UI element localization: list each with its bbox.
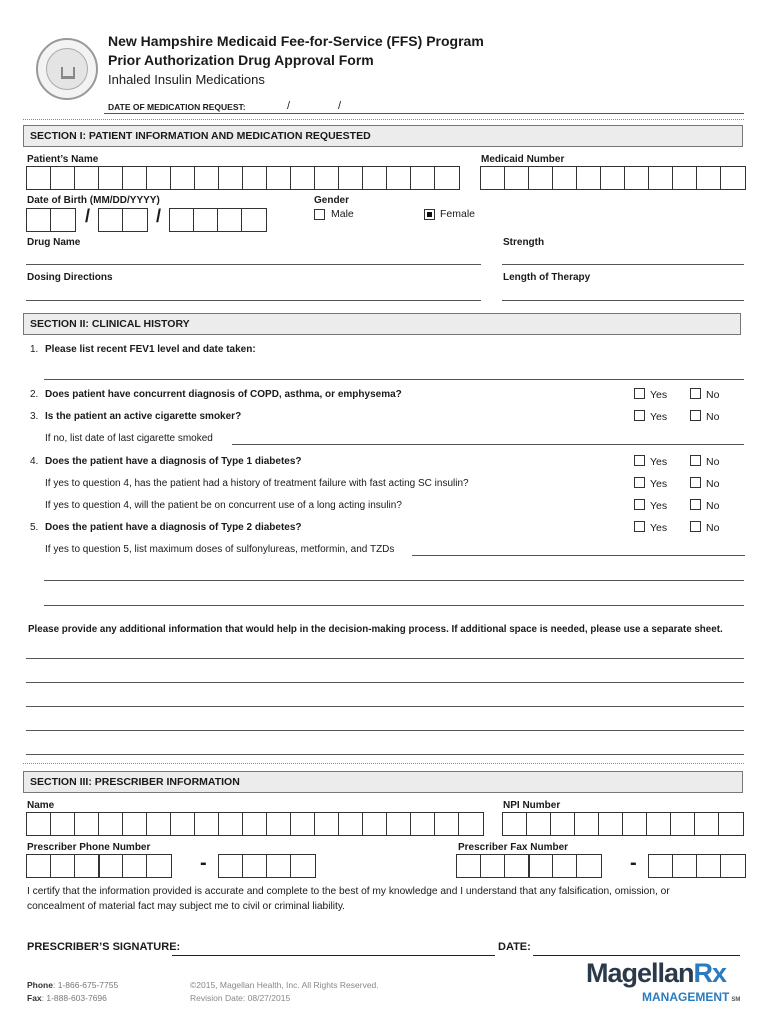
strength-label: Strength [503,237,545,248]
footer-copyright: ©2015, Magellan Health, Inc. All Rights Reserved. [190,980,379,990]
prescriber-phone-label: Prescriber Phone Number [27,842,151,853]
question-number: 2. [30,389,39,400]
form-title-line1: New Hampshire Medicaid Fee-for-Service (FFS) Program [108,33,484,49]
no-label: No [706,478,720,490]
no-label: No [706,500,720,512]
question-number: 1. [30,344,39,355]
logo-wordmark [586,958,726,989]
state-seal-logo [36,38,98,100]
fev1-field[interactable] [44,379,744,380]
medicaid-number-input[interactable] [480,166,746,190]
fax-prefix-input[interactable] [528,854,602,878]
signature-label: PRESCRIBER’S SIGNATURE: [27,941,181,953]
fax-area-code-input[interactable] [456,854,530,878]
question-number: 4. [30,456,39,467]
q4b-yes-checkbox[interactable] [634,499,645,510]
drug-name-field[interactable] [26,264,481,265]
yes-label: Yes [650,522,668,534]
q2-no-checkbox[interactable] [690,388,701,399]
logo-magellan: Magellan [586,958,694,988]
seal-inner [46,48,88,90]
divider [23,119,744,120]
phone-area-code-input[interactable] [26,854,100,878]
logo-rx: Rx [693,958,727,988]
q5-yes-checkbox[interactable] [634,521,645,532]
magellan-rx-logo [586,958,746,1006]
additional-info-line[interactable] [26,682,744,683]
female-label: Female [440,208,476,220]
dob-year-input[interactable] [169,208,267,232]
max-doses-field[interactable] [412,555,745,556]
dob-day-input[interactable] [98,208,148,232]
q4a-yes-checkbox[interactable] [634,477,645,488]
female-checkbox[interactable] [424,209,435,220]
footer-phone-label: Phone [27,980,53,990]
prescriber-fax-label: Prescriber Fax Number [458,842,569,853]
phone-prefix-input[interactable] [98,854,172,878]
footer-fax-value: : 1-888-603-7696 [41,993,107,1003]
gender-label: Gender [314,195,350,206]
yes-label: Yes [650,478,668,490]
q4b-no-checkbox[interactable] [690,499,701,510]
certification-text-line2: concealment of material fact may subject me to civil or criminal liability. [27,901,345,912]
q5-followup: If yes to question 5, list maximum doses of sulfonylureas, metformin, and TZDs [45,544,395,555]
npi-number-input[interactable] [502,812,744,836]
q3-followup: If no, list date of last cigarette smoked [45,433,213,444]
male-checkbox[interactable] [314,209,325,220]
q2-yes-checkbox[interactable] [634,388,645,399]
yes-label: Yes [650,500,668,512]
footer-phone [27,980,118,990]
dob-label: Date of Birth (MM/DD/YYYY) [27,195,160,206]
max-doses-field-line2[interactable] [44,580,744,581]
date-of-request-field[interactable] [104,113,744,114]
q4-yes-checkbox[interactable] [634,455,645,466]
footer-fax-label: Fax [27,993,42,1003]
no-label: No [706,522,720,534]
logo-management [642,990,740,1004]
signature-date-label: DATE: [498,941,531,953]
footer-phone-value: : 1-866-675-7755 [52,980,119,990]
q3-no-checkbox[interactable] [690,410,701,421]
patient-name-label: Patient’s Name [27,154,99,165]
male-label: Male [331,208,354,220]
no-label: No [706,411,720,423]
certification-text-line1: I certify that the information provided is accurate and complete to the best of my knowledge and I understand that any falsification, omission, or [27,886,670,897]
question-1: Please list recent FEV1 level and date taken: [45,344,256,355]
signature-date-field[interactable] [533,955,740,956]
question-4b: If yes to question 4, will the patient be on concurrent use of a long acting insulin? [45,500,402,511]
question-4a: If yes to question 4, has the patient had a history of treatment failure with fast acting SC insulin? [45,478,469,489]
length-of-therapy-field[interactable] [502,300,744,301]
dosing-directions-field[interactable] [26,300,481,301]
q4a-no-checkbox[interactable] [690,477,701,488]
dob-month-input[interactable] [26,208,76,232]
yes-label: Yes [650,389,668,401]
question-4: Does the patient have a diagnosis of Type 1 diabetes? [45,456,302,467]
form-title-line2: Prior Authorization Drug Approval Form [108,52,374,68]
question-3: Is the patient an active cigarette smoker? [45,411,242,422]
date-separator: / [338,100,342,112]
drug-name-label: Drug Name [27,237,81,248]
max-doses-field-line3[interactable] [44,605,744,606]
no-label: No [706,389,720,401]
question-number: 3. [30,411,39,422]
additional-info-prompt: Please provide any additional information that would help in the decision-making process. If additional space is needed, please use a separate sheet. [28,624,723,635]
additional-info-line[interactable] [26,658,744,659]
logo-sm-mark: SM [731,997,741,1003]
footer-fax [27,993,107,1003]
form-subtitle: Inhaled Insulin Medications [108,72,265,87]
q5-no-checkbox[interactable] [690,521,701,532]
yes-label: Yes [650,456,668,468]
dob-separator: / [156,206,162,226]
q3-yes-checkbox[interactable] [634,410,645,421]
question-5: Does the patient have a diagnosis of Type 2 diabetes? [45,522,302,533]
additional-info-line[interactable] [26,754,744,755]
prescriber-name-input[interactable] [26,812,484,836]
dob-separator: / [85,206,91,226]
phone-line-input[interactable] [218,854,316,878]
logo-management-text: MANAGEMENT [642,990,730,1004]
section-3-header: SECTION III: PRESCRIBER INFORMATION [23,771,743,793]
section-1-header: SECTION I: PATIENT INFORMATION AND MEDICATION REQUESTED [23,125,743,147]
divider [23,763,744,764]
signature-field[interactable] [172,955,495,956]
last-smoked-field[interactable] [232,444,744,445]
footer-revision-date: Revision Date: 08/27/2015 [190,993,291,1003]
question-2: Does patient have concurrent diagnosis of COPD, asthma, or emphysema? [45,389,402,400]
strength-field[interactable] [502,264,744,265]
npi-number-label: NPI Number [503,800,561,811]
fax-dash: - [630,852,637,874]
prescriber-name-label: Name [27,800,55,811]
phone-dash: - [200,852,207,874]
ship-icon [61,67,75,79]
additional-info-line[interactable] [26,706,744,707]
additional-info-line[interactable] [26,730,744,731]
date-of-request-label: DATE OF MEDICATION REQUEST: [108,102,246,112]
yes-label: Yes [650,411,668,423]
question-number: 5. [30,522,39,533]
section-2-header: SECTION II: CLINICAL HISTORY [23,313,741,335]
fax-line-input[interactable] [648,854,746,878]
q4-no-checkbox[interactable] [690,455,701,466]
no-label: No [706,456,720,468]
dosing-directions-label: Dosing Directions [27,272,113,283]
date-separator: / [287,100,291,112]
length-of-therapy-label: Length of Therapy [503,272,591,283]
medicaid-number-label: Medicaid Number [481,154,565,165]
patient-name-input[interactable] [26,166,460,190]
